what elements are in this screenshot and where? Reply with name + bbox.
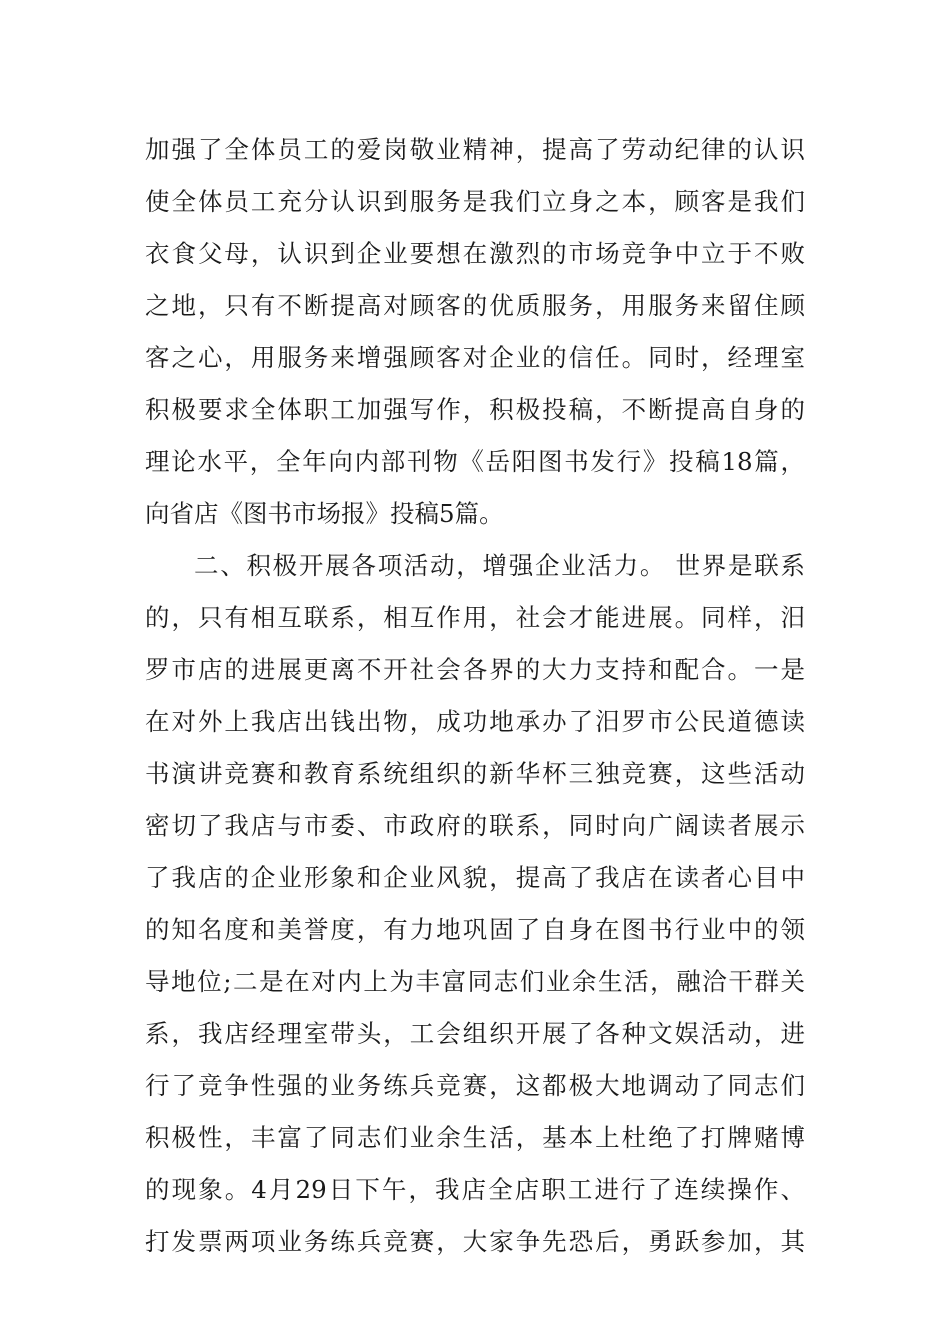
body-text — [145, 124, 805, 1268]
text-line: 向省店《图书市场报》投稿5篇。 — [145, 499, 504, 528]
section-heading-line: 二、积极开展各项活动，增强企业活力。 世界是联系 — [194, 551, 805, 580]
text-line: 导地位;二是在对内上为丰富同志们业余生活，融洽干群关 — [145, 967, 805, 996]
text-line: 积极要求全体职工加强写作，积极投稿，不断提高自身的 — [145, 395, 805, 424]
text-line: 使全体员工充分认识到服务是我们立身之本，顾客是我们 — [145, 187, 805, 216]
text-line: 在对外上我店出钱出物，成功地承办了汨罗市公民道德读 — [145, 707, 805, 736]
text-line: 密切了我店与市委、市政府的联系，同时向广阔读者展示 — [145, 811, 805, 840]
text-line: 书演讲竞赛和教育系统组织的新华杯三独竞赛，这些活动 — [145, 759, 805, 788]
text-line: 了我店的企业形象和企业风貌，提高了我店在读者心目中 — [145, 863, 805, 892]
text-line: 的知名度和美誉度，有力地巩固了自身在图书行业中的领 — [145, 915, 805, 944]
text-line: 系，我店经理室带头，工会组织开展了各种文娱活动，进 — [145, 1019, 805, 1048]
text-line: 的现象。4月29日下午，我店全店职工进行了连续操作、 — [145, 1175, 805, 1204]
text-line: 理论水平，全年向内部刊物《岳阳图书发行》投稿18篇， — [145, 447, 805, 476]
text-line: 客之心，用服务来增强顾客对企业的信任。同时，经理室 — [145, 343, 805, 372]
text-line: 之地，只有不断提高对顾客的优质服务，用服务来留住顾 — [145, 291, 805, 320]
text-line: 罗市店的进展更离不开社会各界的大力支持和配合。一是 — [145, 655, 805, 684]
text-line: 加强了全体员工的爱岗敬业精神，提高了劳动纪律的认识 — [145, 135, 805, 164]
text-line: 行了竞争性强的业务练兵竞赛，这都极大地调动了同志们 — [145, 1071, 805, 1100]
text-line: 打发票两项业务练兵竞赛，大家争先恐后，勇跃参加，其 — [145, 1227, 805, 1256]
text-line: 积极性，丰富了同志们业余生活，基本上杜绝了打牌赌博 — [145, 1123, 805, 1152]
text-line: 衣食父母，认识到企业要想在激烈的市场竞争中立于不败 — [145, 239, 805, 268]
text-line: 的，只有相互联系，相互作用，社会才能进展。同样，汨 — [145, 603, 805, 632]
